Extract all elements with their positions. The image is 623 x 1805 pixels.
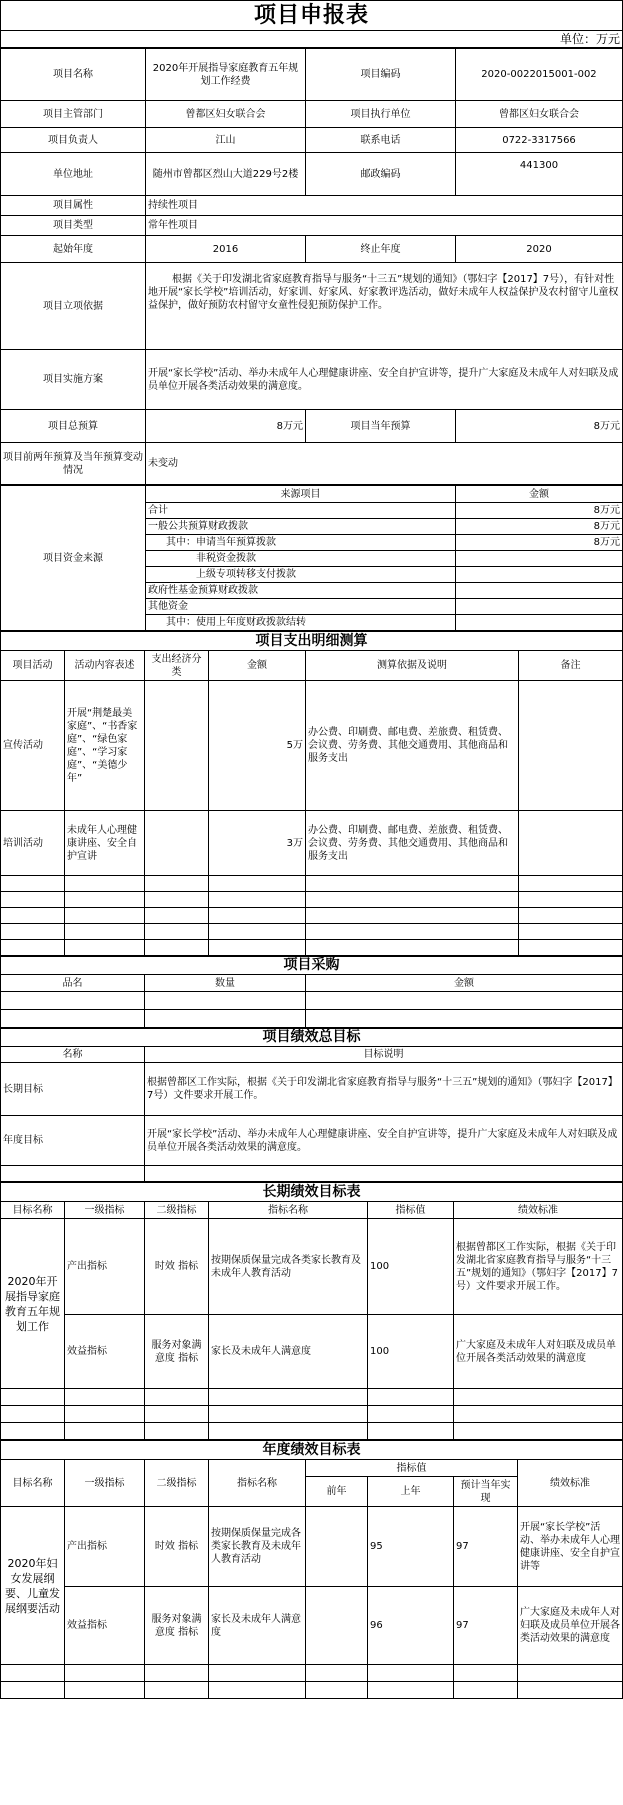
- address-label: 单位地址: [1, 153, 146, 196]
- long-perf-row: [1, 1219, 623, 1315]
- year-perf-row: [1, 1587, 623, 1665]
- long-perf-empty-row: [1, 1406, 623, 1423]
- project-name-label: 项目名称: [1, 49, 146, 101]
- expense-empty-row: [1, 940, 623, 956]
- long-perf-header: 绩效标准: [454, 1202, 623, 1219]
- funding-row-amount: 8万元: [456, 535, 623, 551]
- long-term-goal-label: 长期目标: [1, 1063, 145, 1116]
- long-perf-row: [1, 1315, 623, 1389]
- long-perf-header: 指标名称: [209, 1202, 368, 1219]
- long-perf-value: 100: [368, 1219, 454, 1315]
- funding-row-amount: 8万元: [456, 503, 623, 519]
- year-perf-prev1: 95: [368, 1507, 454, 1587]
- long-perf-target-name: 2020年开展指导家庭教育五年规划工作: [1, 1219, 65, 1389]
- year-perf-prev2: [306, 1507, 368, 1587]
- zip-value: 441300: [456, 153, 623, 196]
- budget-change-value: 未变动: [146, 443, 623, 485]
- expense-category: [145, 811, 209, 876]
- start-year-value: 2016: [146, 236, 306, 263]
- funding-row-name: 其中：使用上年度财政拨款结转: [146, 615, 456, 631]
- procurement-empty-row: [1, 992, 623, 1010]
- funding-row-amount: [456, 599, 623, 615]
- budget-change-label: 项目前两年预算及当年预算变动情况: [1, 443, 146, 485]
- long-perf-indicator: 家长及未成年人满意度: [209, 1315, 368, 1389]
- expense-header-note: 备注: [519, 651, 623, 681]
- dept-value: 曾都区妇女联合会: [146, 101, 306, 128]
- expense-table: [0, 631, 623, 956]
- funding-amount-header: 金额: [456, 486, 623, 503]
- expense-header-amount: 金额: [209, 651, 306, 681]
- funding-row-name: 非税资金拨款: [146, 551, 456, 567]
- exec-unit-label: 项目执行单位: [306, 101, 456, 128]
- year-perf-header: 绩效标准: [518, 1460, 623, 1507]
- funding-row-name: 其他资金: [146, 599, 456, 615]
- year-perf-empty-row: [1, 1682, 623, 1699]
- year-perf-header: 指标值: [306, 1460, 518, 1477]
- leader-label: 项目负责人: [1, 128, 146, 153]
- expense-category: [145, 681, 209, 811]
- year-perf-subheader: 预计当年实现: [454, 1477, 518, 1507]
- expense-activity: 培训活动: [1, 811, 65, 876]
- year-perf-indicator: 按期保质保量完成各类家长教育及未成年人教育活动: [209, 1507, 306, 1587]
- year-perf-target-name: 2020年妇女发展纲要、儿童发展纲要活动: [1, 1507, 65, 1665]
- type-value: 常年性项目: [146, 216, 623, 236]
- long-perf-header: 指标值: [368, 1202, 454, 1219]
- expense-note: [519, 811, 623, 876]
- long-perf-indicator: 按期保质保量完成各类家长教育及未成年人教育活动: [209, 1219, 368, 1315]
- procurement-header-amount: 金额: [306, 975, 623, 992]
- long-perf-title: 长期绩效目标表: [1, 1183, 623, 1202]
- perf-total-table: [0, 1028, 623, 1182]
- year-perf-indicator: 家长及未成年人满意度: [209, 1587, 306, 1665]
- expense-content: 未成年人心理健康讲座、安全自护宣讲: [65, 811, 145, 876]
- attr-label: 项目属性: [1, 196, 146, 216]
- expense-amount: 3万: [209, 811, 306, 876]
- year-perf-title: 年度绩效目标表: [1, 1441, 623, 1460]
- basic-info-table: [0, 48, 623, 485]
- long-perf-level2: 时效 指标: [145, 1219, 209, 1315]
- long-perf-header: 一级指标: [65, 1202, 145, 1219]
- perf-total-header-desc: 目标说明: [145, 1047, 623, 1063]
- funding-row-name: 政府性基金预算财政拨款: [146, 583, 456, 599]
- year-perf-expected: 97: [454, 1507, 518, 1587]
- year-perf-level2: 服务对象满意度 指标: [145, 1587, 209, 1665]
- year-perf-header: 目标名称: [1, 1460, 65, 1507]
- year-perf-expected: 97: [454, 1587, 518, 1665]
- procurement-title: 项目采购: [1, 957, 623, 975]
- year-perf-level2: 时效 指标: [145, 1507, 209, 1587]
- funding-row-amount: [456, 551, 623, 567]
- year-perf-header: 指标名称: [209, 1460, 306, 1507]
- perf-total-header-name: 名称: [1, 1047, 145, 1063]
- annual-goal-value: 开展“家长学校”活动、举办未成年人心理健康讲座、安全自护宣讲等，提升广大家庭及未成年人对妇联及成员单位开展各类活动效果的满意度。: [145, 1116, 623, 1166]
- year-perf-subheader: 前年: [306, 1477, 368, 1507]
- year-perf-prev2: [306, 1587, 368, 1665]
- long-perf-empty-row: [1, 1389, 623, 1406]
- start-year-label: 起始年度: [1, 236, 146, 263]
- year-perf-empty-row: [1, 1665, 623, 1682]
- zip-label: 邮政编码: [306, 153, 456, 196]
- annual-goal-label: 年度目标: [1, 1116, 145, 1166]
- funding-table: [0, 485, 623, 631]
- long-term-goal-value: 根据曾都区工作实际，根据《关于印发湖北省家庭教育指导与服务“十三五”规划的通知》（鄂妇字【2017】7号）文件要求开展工作。: [145, 1063, 623, 1116]
- end-year-label: 终止年度: [306, 236, 456, 263]
- expense-empty-row: [1, 892, 623, 908]
- long-perf-header: 二级指标: [145, 1202, 209, 1219]
- expense-content: 开展“荆楚最美家庭”、“书香家庭”、“绿色家庭”、“学习家庭”、“美德少年”: [65, 681, 145, 811]
- expense-empty-row: [1, 924, 623, 940]
- funding-row-amount: [456, 567, 623, 583]
- long-perf-standard: 广大家庭及未成年人对妇联及成员单位开展各类活动效果的满意度: [454, 1315, 623, 1389]
- funding-row-name: 合计: [146, 503, 456, 519]
- leader-value: 江山: [146, 128, 306, 153]
- procurement-header-name: 品名: [1, 975, 145, 992]
- expense-activity: 宣传活动: [1, 681, 65, 811]
- expense-header-category: 支出经济分类: [145, 651, 209, 681]
- attr-value: 持续性项目: [146, 196, 623, 216]
- procurement-header-qty: 数量: [145, 975, 306, 992]
- perf-total-empty-row: [1, 1166, 623, 1182]
- phone-label: 联系电话: [306, 128, 456, 153]
- year-perf-standard: 开展“家长学校”活动、举办未成年人心理健康讲座、安全自护宣讲等: [518, 1507, 623, 1587]
- form-title: 项目申报表: [1, 1, 623, 31]
- expense-amount: 5万: [209, 681, 306, 811]
- total-budget-label: 项目总预算: [1, 410, 146, 443]
- project-name-value: 2020年开展指导家庭教育五年规划工作经费: [146, 49, 306, 101]
- expense-title: 项目支出明细测算: [1, 632, 623, 651]
- project-code-value: 2020-0022015001-002: [456, 49, 623, 101]
- year-budget-label: 项目当年预算: [306, 410, 456, 443]
- basis-value: 根据《关于印发湖北省家庭教育指导与服务“十三五”规划的通知》（鄂妇字【2017】7号），有针对性地开展“家长学校”培训活动，好家训、好家风、好家教评选活动，做好未成年人权益保护及农村留守儿童权益保护，做好预防农村留守女童性侵犯预防保护工作。: [146, 263, 623, 350]
- funding-row-name: 上级专项转移支付拨款: [146, 567, 456, 583]
- basis-label: 项目立项依据: [1, 263, 146, 350]
- funding-row-amount: [456, 615, 623, 631]
- year-perf-row: [1, 1507, 623, 1587]
- expense-row: [1, 811, 623, 876]
- project-code-label: 项目编码: [306, 49, 456, 101]
- funding-row-name: 其中：申请当年预算拨款: [146, 535, 456, 551]
- expense-basis: 办公费、印刷费、邮电费、差旅费、租赁费、会议费、劳务费、其他交通费用、其他商品和服务支出: [306, 811, 519, 876]
- long-perf-table: [0, 1182, 623, 1440]
- year-perf-table: [0, 1440, 623, 1699]
- type-label: 项目类型: [1, 216, 146, 236]
- expense-basis: 办公费、印刷费、邮电费、差旅费、租赁费、会议费、劳务费、其他交通费用、其他商品和服务支出: [306, 681, 519, 811]
- dept-label: 项目主管部门: [1, 101, 146, 128]
- unit-label: 单位：万元: [1, 31, 623, 48]
- year-perf-subheader: 上年: [368, 1477, 454, 1507]
- long-perf-value: 100: [368, 1315, 454, 1389]
- long-perf-standard: 根据曾都区工作实际，根据《关于印发湖北省家庭教育指导与服务“十三五”规划的通知》（鄂妇字【2017】7号）文件要求开展工作。: [454, 1219, 623, 1315]
- expense-header-content: 活动内容表述: [65, 651, 145, 681]
- total-budget-value: 8万元: [146, 410, 306, 443]
- expense-note: [519, 681, 623, 811]
- long-perf-level1: 效益指标: [65, 1315, 145, 1389]
- funding-row-amount: 8万元: [456, 519, 623, 535]
- year-perf-level1: 效益指标: [65, 1587, 145, 1665]
- expense-empty-row: [1, 876, 623, 892]
- long-perf-empty-row: [1, 1423, 623, 1440]
- year-perf-level1: 产出指标: [65, 1507, 145, 1587]
- end-year-value: 2020: [456, 236, 623, 263]
- year-perf-standard: 广大家庭及未成年人对妇联及成员单位开展各类活动效果的满意度: [518, 1587, 623, 1665]
- address-value: 随州市曾都区烈山大道229号2楼: [146, 153, 306, 196]
- year-perf-header: 二级指标: [145, 1460, 209, 1507]
- year-perf-prev1: 96: [368, 1587, 454, 1665]
- exec-unit-value: 曾都区妇女联合会: [456, 101, 623, 128]
- procurement-empty-row: [1, 1010, 623, 1028]
- long-perf-level2: 服务对象满意度 指标: [145, 1315, 209, 1389]
- funding-row-name: 一般公共预算财政拨款: [146, 519, 456, 535]
- phone-value: 0722-3317566: [456, 128, 623, 153]
- expense-header-basis: 测算依据及说明: [306, 651, 519, 681]
- expense-row: [1, 681, 623, 811]
- funding-row-amount: [456, 583, 623, 599]
- expense-empty-row: [1, 908, 623, 924]
- procurement-table: [0, 956, 623, 1028]
- plan-value: 开展“家长学校”活动、举办未成年人心理健康讲座、安全自护宣讲等，提升广大家庭及未成年人对妇联及成员单位开展各类活动效果的满意度。: [146, 350, 623, 410]
- funding-source-header: 来源项目: [146, 486, 456, 503]
- year-perf-header: 一级指标: [65, 1460, 145, 1507]
- long-perf-level1: 产出指标: [65, 1219, 145, 1315]
- funding-label: 项目资金来源: [1, 486, 146, 631]
- year-budget-value: 8万元: [456, 410, 623, 443]
- plan-label: 项目实施方案: [1, 350, 146, 410]
- expense-header-activity: 项目活动: [1, 651, 65, 681]
- long-perf-header: 目标名称: [1, 1202, 65, 1219]
- header-table: [0, 0, 623, 48]
- perf-total-title: 项目绩效总目标: [1, 1029, 623, 1047]
